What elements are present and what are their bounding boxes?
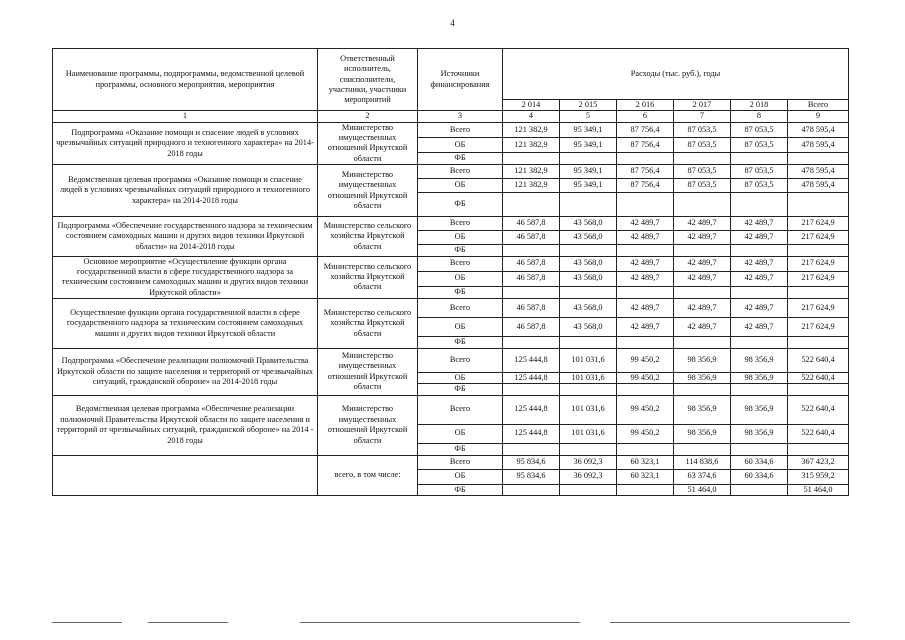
year-value: 87 756,4	[617, 122, 674, 137]
year-value: 98 356,9	[731, 348, 788, 372]
year-value: 98 356,9	[674, 372, 731, 383]
year-value	[503, 443, 560, 455]
header-expenses: Расходы (тыс. руб.), годы	[503, 49, 849, 100]
program-name: Подпрограмма «Обеспечение реализации полномочий Правительства Иркутской области по защите населения и территорий от чрезвычайных ситуаций, гражданской обороне» на 2014-2018 годы	[53, 348, 318, 395]
funding-source: Всего	[418, 395, 503, 424]
responsible-executor: Министерство имущественных отношений Иркутской области	[318, 395, 418, 455]
table-row	[53, 455, 849, 469]
year-value: 43 568,0	[560, 217, 617, 231]
year-value	[560, 443, 617, 455]
column-number: 5	[560, 111, 617, 122]
funding-source: Всего	[418, 348, 503, 372]
footer-rule	[52, 622, 122, 623]
year-value	[731, 443, 788, 455]
year-value: 42 489,7	[674, 271, 731, 286]
year-value	[731, 384, 788, 395]
year-value	[560, 193, 617, 217]
year-value: 98 356,9	[731, 424, 788, 443]
funding-source: Всего	[418, 217, 503, 231]
program-name	[53, 455, 318, 495]
total-value: 478 595,4	[788, 122, 849, 137]
total-value: 217 624,9	[788, 231, 849, 245]
year-value: 125 444,8	[503, 424, 560, 443]
responsible-executor: всего, в том числе:	[318, 455, 418, 495]
year-value: 43 568,0	[560, 317, 617, 336]
year-value	[731, 484, 788, 495]
year-value	[503, 484, 560, 495]
funding-source: Всего	[418, 298, 503, 317]
column-number: 9	[788, 111, 849, 122]
header-sources: Источники финансирования	[418, 49, 503, 111]
year-value: 42 489,7	[731, 317, 788, 336]
funding-source: ОБ	[418, 317, 503, 336]
year-value: 98 356,9	[731, 395, 788, 424]
year-value: 87 756,4	[617, 165, 674, 179]
year-value: 60 334,6	[731, 469, 788, 484]
year-value: 60 323,1	[617, 455, 674, 469]
year-value: 51 464,0	[674, 484, 731, 495]
year-value	[617, 152, 674, 164]
funding-source: ОБ	[418, 271, 503, 286]
year-value: 98 356,9	[674, 348, 731, 372]
year-value	[503, 336, 560, 348]
year-value: 42 489,7	[674, 256, 731, 271]
funding-source: ФБ	[418, 443, 503, 455]
year-value	[560, 484, 617, 495]
total-value: 522 640,4	[788, 424, 849, 443]
year-value: 60 334,6	[731, 455, 788, 469]
year-value: 95 349,1	[560, 122, 617, 137]
year-value: 87 053,5	[731, 137, 788, 152]
year-value	[731, 245, 788, 256]
year-value: 121 382,9	[503, 165, 560, 179]
table-row	[53, 256, 849, 271]
year-value	[560, 152, 617, 164]
year-value	[503, 152, 560, 164]
year-value: 95 834,6	[503, 469, 560, 484]
total-value: 217 624,9	[788, 271, 849, 286]
funding-source: Всего	[418, 165, 503, 179]
column-number: 1	[53, 111, 318, 122]
year-value: 60 323,1	[617, 469, 674, 484]
year-value: 46 587,8	[503, 256, 560, 271]
header-year: 2 018	[731, 100, 788, 111]
page-number: 4	[450, 18, 455, 28]
year-value: 43 568,0	[560, 256, 617, 271]
year-value: 99 450,2	[617, 348, 674, 372]
funding-source: ОБ	[418, 372, 503, 383]
funding-source: ОБ	[418, 424, 503, 443]
year-value	[617, 484, 674, 495]
responsible-executor: Министерство сельского хозяйства Иркутской области	[318, 256, 418, 298]
year-value: 87 053,5	[731, 179, 788, 193]
program-name: Ведомственная целевая программа «Оказание помощи и спасение людей в условиях чрезвычайных ситуаций природного и техногенного характера» на 2014-2018 годы	[53, 165, 318, 217]
funding-source: ФБ	[418, 286, 503, 298]
year-value: 95 349,1	[560, 179, 617, 193]
year-value: 87 053,5	[674, 137, 731, 152]
year-value: 87 053,5	[674, 165, 731, 179]
total-value: 522 640,4	[788, 395, 849, 424]
program-name: Осуществление функции органа государственной власти в сфере государственного надзора за техническим состоянием самоходных машин и других видов техники Иркутской области	[53, 298, 318, 348]
year-value	[674, 384, 731, 395]
total-value: 522 640,4	[788, 372, 849, 383]
funding-source: ФБ	[418, 152, 503, 164]
year-value: 42 489,7	[731, 298, 788, 317]
year-value: 114 838,6	[674, 455, 731, 469]
table-row	[53, 348, 849, 372]
year-value: 101 031,6	[560, 424, 617, 443]
year-value: 42 489,7	[617, 317, 674, 336]
year-value	[503, 193, 560, 217]
total-value: 217 624,9	[788, 298, 849, 317]
year-value: 42 489,7	[617, 217, 674, 231]
funding-source: Всего	[418, 256, 503, 271]
year-value	[617, 245, 674, 256]
total-value: 51 464,0	[788, 484, 849, 495]
header-responsible: Ответственный исполнитель, соисполнители, участники, участники мероприятий	[318, 49, 418, 111]
year-value: 121 382,9	[503, 137, 560, 152]
total-value: 522 640,4	[788, 348, 849, 372]
column-number: 4	[503, 111, 560, 122]
footer-rule	[610, 622, 850, 623]
year-value	[560, 286, 617, 298]
table-row	[53, 122, 849, 137]
year-value: 95 349,1	[560, 137, 617, 152]
column-number: 8	[731, 111, 788, 122]
column-number: 6	[617, 111, 674, 122]
year-value: 87 756,4	[617, 137, 674, 152]
funding-source: ФБ	[418, 484, 503, 495]
table-row	[53, 395, 849, 424]
total-value: 478 595,4	[788, 137, 849, 152]
year-value	[503, 245, 560, 256]
header-year: 2 014	[503, 100, 560, 111]
total-value	[788, 193, 849, 217]
total-value	[788, 286, 849, 298]
year-value: 43 568,0	[560, 271, 617, 286]
footer-rule	[300, 622, 580, 623]
total-value	[788, 443, 849, 455]
year-value: 36 092,3	[560, 469, 617, 484]
responsible-executor: Министерство имущественных отношений Иркутской области	[318, 165, 418, 217]
year-value: 63 374,6	[674, 469, 731, 484]
funding-source: ФБ	[418, 245, 503, 256]
year-value: 42 489,7	[674, 231, 731, 245]
year-value: 42 489,7	[674, 298, 731, 317]
funding-source: Всего	[418, 122, 503, 137]
year-value	[731, 336, 788, 348]
responsible-executor: Министерство сельского хозяйства Иркутской области	[318, 217, 418, 256]
footer-rule	[148, 622, 228, 623]
table-row	[53, 298, 849, 317]
funding-source: ОБ	[418, 179, 503, 193]
year-value: 36 092,3	[560, 455, 617, 469]
total-value	[788, 152, 849, 164]
budget-table	[52, 48, 849, 496]
total-value: 367 423,2	[788, 455, 849, 469]
year-value: 42 489,7	[731, 256, 788, 271]
year-value: 46 587,8	[503, 217, 560, 231]
year-value: 42 489,7	[617, 298, 674, 317]
year-value: 46 587,8	[503, 231, 560, 245]
year-value: 46 587,8	[503, 317, 560, 336]
year-value: 87 756,4	[617, 179, 674, 193]
year-value	[560, 336, 617, 348]
year-value: 121 382,9	[503, 179, 560, 193]
year-value: 121 382,9	[503, 122, 560, 137]
table-row	[53, 165, 849, 179]
year-value: 125 444,8	[503, 372, 560, 383]
year-value: 101 031,6	[560, 372, 617, 383]
year-value: 101 031,6	[560, 395, 617, 424]
total-value: 315 959,2	[788, 469, 849, 484]
year-value	[674, 152, 731, 164]
year-value: 87 053,5	[731, 165, 788, 179]
year-value: 42 489,7	[674, 217, 731, 231]
total-value: 478 595,4	[788, 179, 849, 193]
total-value	[788, 336, 849, 348]
funding-source: ОБ	[418, 469, 503, 484]
responsible-executor: Министерство имущественных отношений Иркутской области	[318, 122, 418, 164]
total-value: 217 624,9	[788, 217, 849, 231]
funding-source: ОБ	[418, 231, 503, 245]
column-number: 7	[674, 111, 731, 122]
year-value	[617, 286, 674, 298]
year-value: 43 568,0	[560, 298, 617, 317]
total-value: 478 595,4	[788, 165, 849, 179]
header-name: Наименование программы, подпрограммы, ведомственной целевой программы, основного мероприятия, мероприятия	[53, 49, 318, 111]
year-value	[674, 336, 731, 348]
year-value	[617, 336, 674, 348]
year-value: 99 450,2	[617, 424, 674, 443]
year-value: 42 489,7	[674, 317, 731, 336]
year-value: 46 587,8	[503, 298, 560, 317]
program-name: Основное мероприятие «Осуществление функции органа государственной власти в сфере государственного надзора за техническим состоянием самоходных машин и других видов техники Иркутской области»	[53, 256, 318, 298]
program-name: Подпрограмма «Обеспечение государственного надзора за техническим состоянием самоходных машин и других видов техники Иркутской области» на 2014-2018 годы	[53, 217, 318, 256]
funding-source: ФБ	[418, 384, 503, 395]
year-value: 87 053,5	[731, 122, 788, 137]
year-value	[674, 443, 731, 455]
responsible-executor: Министерство имущественных отношений Иркутской области	[318, 348, 418, 395]
year-value: 42 489,7	[617, 271, 674, 286]
year-value	[560, 384, 617, 395]
header-total: Всего	[788, 100, 849, 111]
header-year: 2 017	[674, 100, 731, 111]
table-row	[53, 217, 849, 231]
year-value	[731, 193, 788, 217]
year-value: 98 356,9	[674, 424, 731, 443]
funding-source: ОБ	[418, 137, 503, 152]
responsible-executor: Министерство сельского хозяйства Иркутской области	[318, 298, 418, 348]
year-value: 101 031,6	[560, 348, 617, 372]
total-value: 217 624,9	[788, 256, 849, 271]
year-value: 42 489,7	[617, 231, 674, 245]
year-value	[674, 245, 731, 256]
year-value: 98 356,9	[731, 372, 788, 383]
year-value: 42 489,7	[731, 271, 788, 286]
year-value: 42 489,7	[731, 217, 788, 231]
year-value	[617, 384, 674, 395]
year-value	[560, 245, 617, 256]
year-value: 42 489,7	[731, 231, 788, 245]
year-value	[617, 443, 674, 455]
year-value	[617, 193, 674, 217]
total-value	[788, 245, 849, 256]
year-value: 42 489,7	[617, 256, 674, 271]
year-value	[674, 286, 731, 298]
header-year: 2 015	[560, 100, 617, 111]
year-value: 87 053,5	[674, 179, 731, 193]
header-year: 2 016	[617, 100, 674, 111]
year-value	[503, 286, 560, 298]
year-value	[674, 193, 731, 217]
funding-source: ФБ	[418, 336, 503, 348]
year-value: 99 450,2	[617, 372, 674, 383]
year-value: 95 834,6	[503, 455, 560, 469]
year-value: 125 444,8	[503, 395, 560, 424]
column-number: 2	[318, 111, 418, 122]
funding-source: ФБ	[418, 193, 503, 217]
year-value	[503, 384, 560, 395]
year-value: 87 053,5	[674, 122, 731, 137]
funding-source: Всего	[418, 455, 503, 469]
year-value: 43 568,0	[560, 231, 617, 245]
year-value	[731, 286, 788, 298]
year-value	[731, 152, 788, 164]
column-number: 3	[418, 111, 503, 122]
year-value: 125 444,8	[503, 348, 560, 372]
total-value: 217 624,9	[788, 317, 849, 336]
year-value: 46 587,8	[503, 271, 560, 286]
total-value	[788, 384, 849, 395]
program-name: Подпрограмма «Оказание помощи и спасение людей в условиях чрезвычайных ситуаций природного и техногенного характера» на 2014-2018 годы	[53, 122, 318, 164]
year-value: 95 349,1	[560, 165, 617, 179]
year-value: 98 356,9	[674, 395, 731, 424]
year-value: 99 450,2	[617, 395, 674, 424]
program-name: Ведомственная целевая программа «Обеспечение реализации полномочий Правительства Иркутской области по защите населения и территорий от чрезвычайных ситуаций, гражданской обороне» на 2014 - 2018 годы	[53, 395, 318, 455]
